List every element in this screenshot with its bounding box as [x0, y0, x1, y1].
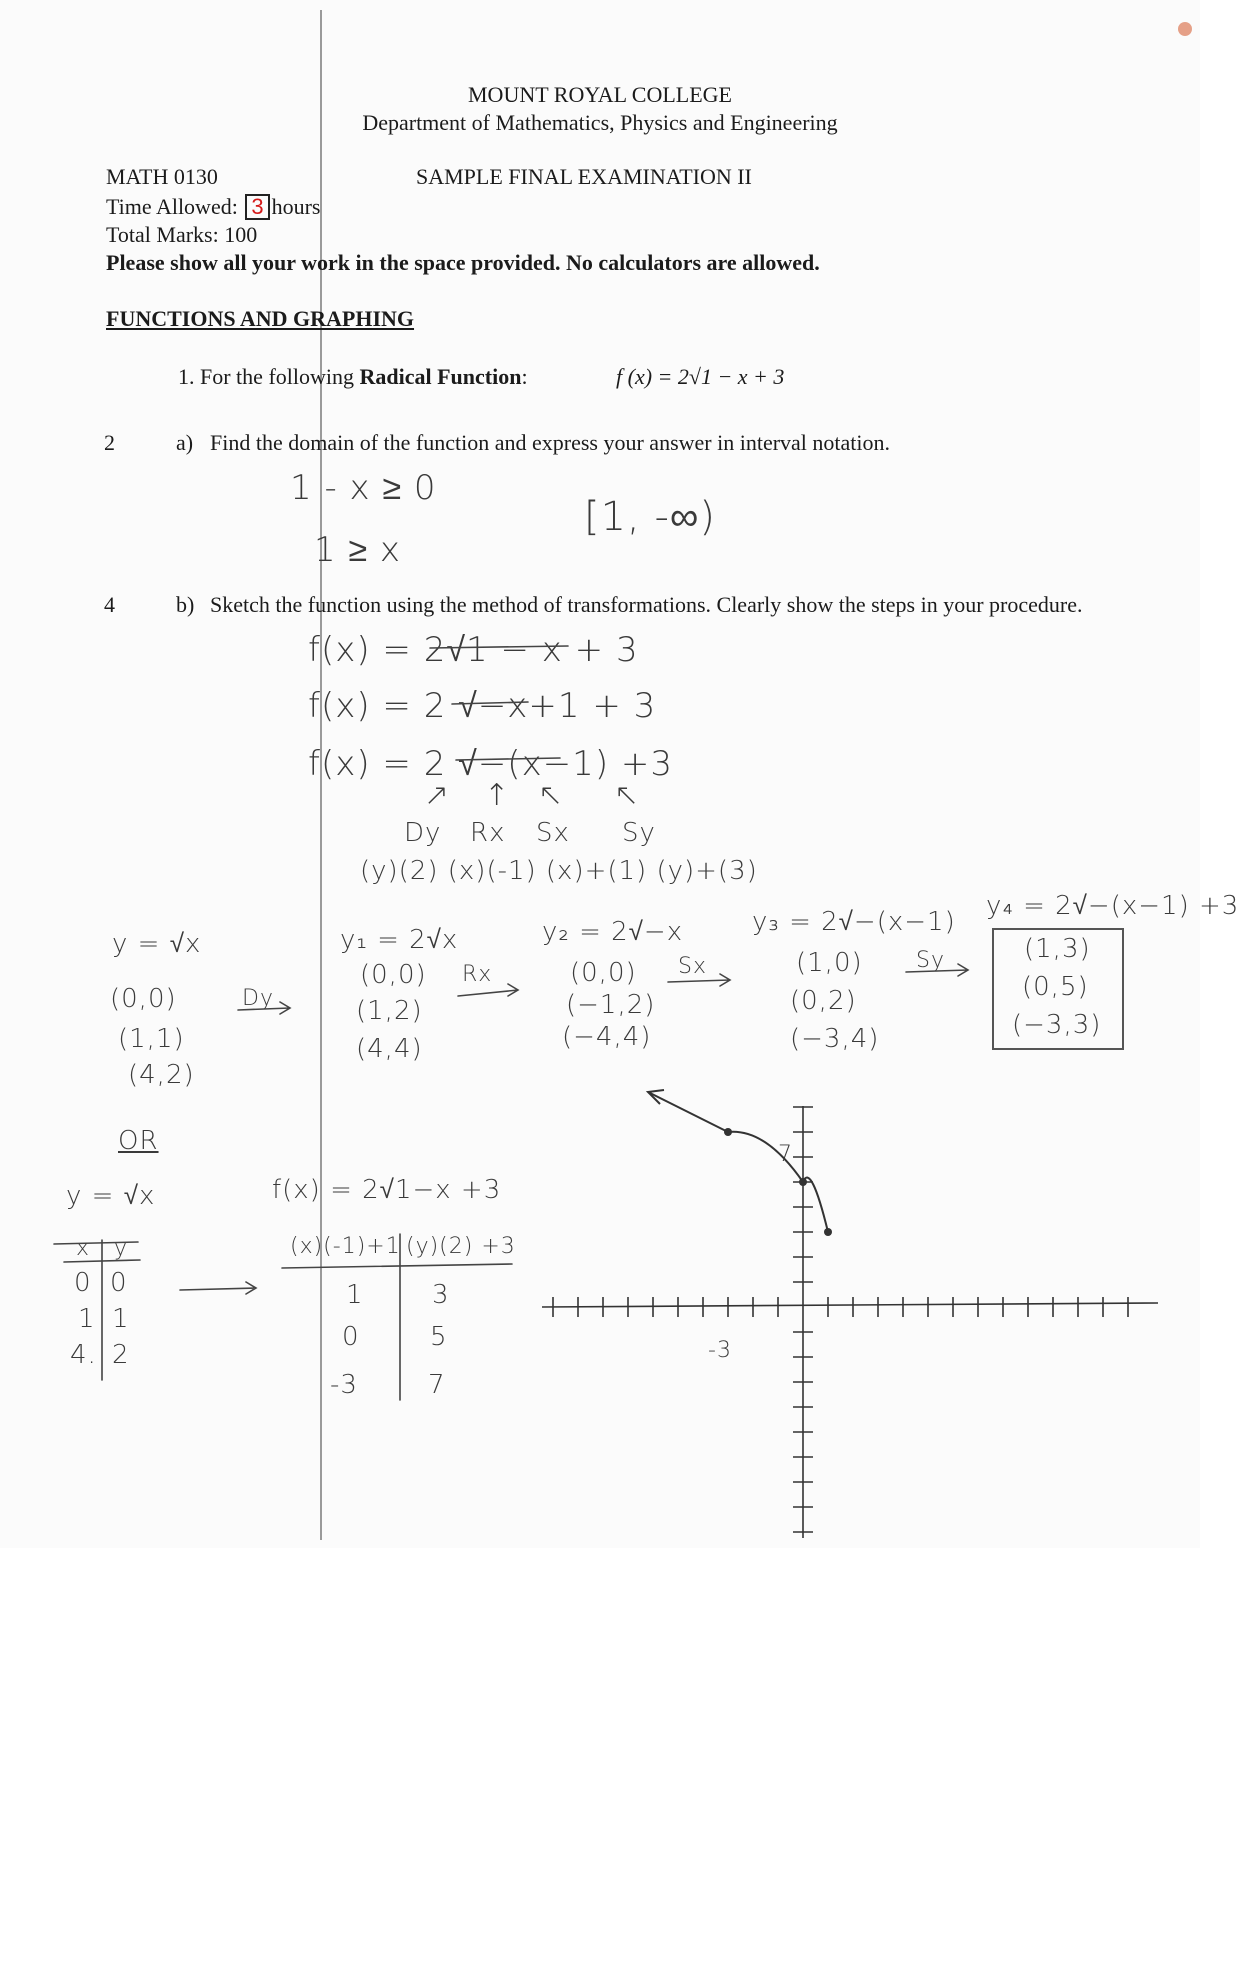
label-sx: Sx — [536, 818, 570, 848]
alt-base-header-x: x — [76, 1236, 91, 1261]
transform-step-2: f(x) = 2 √−x+1 + 3 — [308, 686, 657, 726]
alt-row3-x: -3 — [330, 1370, 358, 1400]
college-name: MOUNT ROYAL COLLEGE — [468, 82, 732, 107]
question-text-end: : — [521, 364, 528, 389]
alt-row2-y: 5 — [430, 1322, 448, 1352]
chain-arrow2-label: Rx — [462, 962, 493, 987]
part-a-marks: 2 — [104, 430, 115, 455]
transform-step-1: f(x) = 2√1 − x + 3 — [308, 630, 639, 670]
alt-base-row3-x: 4. — [70, 1340, 97, 1370]
label-dy: Dy — [404, 818, 442, 848]
function-curve — [648, 1092, 828, 1232]
transform-step-3: f(x) = 2 √−(x−1) +3 — [308, 744, 674, 784]
alt-base-header-y: y — [114, 1236, 129, 1261]
time-value: 3 — [245, 194, 269, 220]
chain-arrow-3 — [668, 974, 730, 986]
label-sy: Sy — [622, 818, 656, 848]
alt-arrow — [180, 1282, 256, 1294]
curve-point — [824, 1228, 832, 1236]
alt-func: f(x) = 2√1−x +3 — [272, 1175, 502, 1205]
total-marks: Total Marks: 100 — [106, 222, 258, 247]
chain-col0-pt1: (0,0) — [110, 984, 177, 1014]
radical-function: f (x) = 2√1 − x + 3 — [616, 364, 785, 389]
question-text-bold: Radical Function — [359, 364, 522, 389]
part-a-text: Find the domain of the function and express your answer in interval notation. — [210, 430, 891, 455]
part-a-label: a) — [176, 430, 194, 455]
arrow-sy: ↖ — [614, 778, 641, 813]
alt-row3-y: 7 — [428, 1370, 446, 1400]
alt-row1-y: 3 — [432, 1280, 450, 1310]
question-number: 1. — [178, 364, 195, 389]
radical-bar-2 — [452, 702, 528, 704]
domain-work-line1: 1 - x ≥ 0 — [290, 468, 437, 508]
chain-col3-pt1: (1,0) — [796, 948, 863, 978]
chain-col0-pt2: (1,1) — [118, 1024, 185, 1054]
arrow-sx: ↖ — [538, 778, 565, 813]
arrow-dy: ↗ — [424, 778, 451, 813]
chain-arrow-2 — [458, 984, 518, 996]
part-b-marks: 4 — [104, 592, 115, 617]
alt-base-row1-y: 0 — [110, 1268, 128, 1298]
chain-col4-pt2: (0,5) — [1022, 972, 1089, 1002]
chain-col4-pt3: (−3,3) — [1012, 1010, 1102, 1040]
x-axis — [542, 1303, 1158, 1307]
alt-rule-y: (y)(2) +3 — [406, 1234, 516, 1259]
chain-col1-head: y₁ = 2√x — [340, 925, 459, 955]
base-table-underline — [54, 1242, 138, 1244]
chain-col4-pt1: (1,3) — [1024, 934, 1091, 964]
alt-base-row1-x: 0 — [74, 1268, 92, 1298]
chain-col3-pt2: (0,2) — [790, 986, 857, 1016]
or-label: OR — [118, 1126, 159, 1156]
curve-point — [799, 1178, 807, 1186]
chain-col0-pt3: (4,2) — [128, 1060, 195, 1090]
chain-arrow3-label: Sx — [678, 954, 707, 979]
graph-curve — [648, 1090, 832, 1236]
part-b-label: b) — [176, 592, 195, 617]
chain-arrow-4 — [906, 964, 968, 976]
alt-rule-x: (x)(-1)+1 — [290, 1234, 401, 1259]
instructions: Please show all your work in the space provided. No calculators are allowed. — [106, 250, 820, 275]
radical-bar-3 — [456, 758, 560, 760]
graph-axes — [542, 1106, 1158, 1538]
graph-y-label: 7 — [778, 1142, 793, 1167]
alt-base-row2-y: 1 — [112, 1304, 130, 1334]
chain-col0-head: y = √x — [112, 929, 202, 959]
chain-arrow4-label: Sy — [916, 948, 945, 973]
time-label: Time Allowed: — [106, 194, 238, 219]
question-text: For the following — [200, 364, 360, 389]
chain-col2-pt3: (−4,4) — [562, 1022, 652, 1052]
radical-bar-1 — [430, 646, 568, 648]
alt-base-row2-x: 1 — [78, 1304, 96, 1334]
chain-arrow1-label: Dy — [242, 986, 274, 1011]
time-unit: hours — [271, 194, 321, 219]
domain-work-line2: 1 ≥ x — [314, 530, 402, 570]
chain-col3-head: y₃ = 2√−(x−1) — [752, 907, 956, 937]
course-code: MATH 0130 — [106, 164, 218, 189]
alt-row2-x: 0 — [342, 1322, 360, 1352]
chain-col1-pt3: (4,4) — [356, 1034, 423, 1064]
chain-col1-pt1: (0,0) — [360, 960, 427, 990]
curve-point — [724, 1128, 732, 1136]
department-name: Department of Mathematics, Physics and Engineering — [362, 110, 838, 135]
part-b-text: Sketch the function using the method of transformations. Clearly show the steps in your procedure. — [210, 592, 1083, 617]
chain-arrow-1 — [238, 1002, 290, 1014]
chain-col1-pt2: (1,2) — [356, 996, 423, 1026]
chain-col4-head: y₄ = 2√−(x−1) +3 — [986, 891, 1239, 921]
chain-col3-pt3: (−3,4) — [790, 1024, 880, 1054]
chain-col2-head: y₂ = 2√−x — [542, 917, 684, 947]
chain-col2-pt1: (0,0) — [570, 958, 637, 988]
transform-rules: (y)(2) (x)(-1) (x)+(1) (y)+(3) — [360, 856, 758, 886]
chain-col2-pt2: (−1,2) — [566, 990, 656, 1020]
alt-base-func: y = √x — [66, 1181, 156, 1211]
label-rx: Rx — [470, 818, 506, 848]
graph-x-label: -3 — [708, 1338, 732, 1363]
arrow-rx: ↑ — [484, 778, 511, 813]
alt-table-hline — [282, 1264, 512, 1268]
alt-row1-x: 1 — [346, 1280, 364, 1310]
domain-answer: [1, -∞) — [584, 494, 717, 540]
section-title: FUNCTIONS AND GRAPHING — [106, 306, 415, 331]
exam-title: SAMPLE FINAL EXAMINATION II — [416, 164, 752, 189]
alt-base-row3-y: 2 — [112, 1340, 130, 1370]
